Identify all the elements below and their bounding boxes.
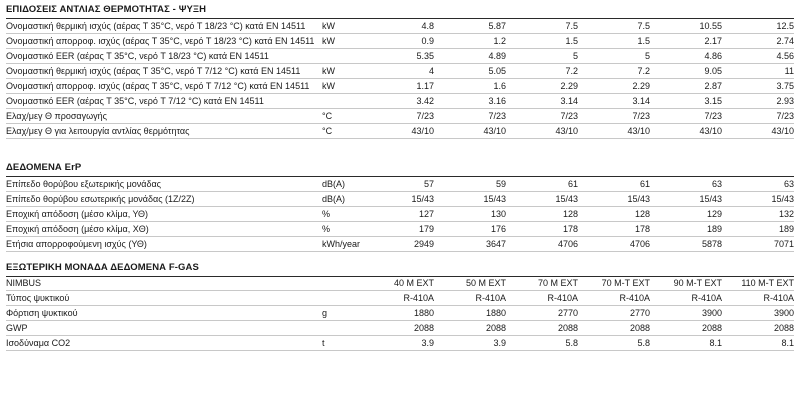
section-title: ΕΠΙΔΟΣΕΙΣ ΑΝΤΛΙΑΣ ΘΕΡΜΟΤΗΤΑΣ - ΨΥΞΗ [6, 4, 207, 15]
erp-section [6, 162, 794, 252]
fgas-rows [6, 277, 794, 351]
model-series-label: NIMBUS [6, 277, 322, 291]
row-value: 3900 [722, 306, 794, 321]
table-row [6, 321, 794, 336]
row-label: Ονομαστική θερμική ισχύς (αέρας T 35°C, νερό T 18/23 °C) κατά EN 14511 [6, 19, 322, 34]
row-value: 2088 [368, 321, 434, 336]
row-value: 15/43 [722, 192, 794, 207]
row-value: 63 [650, 177, 722, 192]
row-value: 43/10 [506, 124, 578, 139]
row-value: 3.9 [434, 336, 506, 351]
row-value: 1.5 [578, 34, 650, 49]
row-value: 1.2 [434, 34, 506, 49]
table-row [6, 19, 794, 34]
table-row [6, 237, 794, 252]
fgas-section [6, 262, 794, 351]
row-value: 3.15 [650, 94, 722, 109]
row-value: 1880 [434, 306, 506, 321]
row-value: 12.5 [722, 19, 794, 34]
row-value: 7071 [722, 237, 794, 252]
heat-pump-section [6, 4, 794, 139]
row-value: 59 [434, 177, 506, 192]
row-value: 5.05 [434, 64, 506, 79]
row-value: 1.5 [506, 34, 578, 49]
row-label: Ονομαστικό EER (αέρας T 35°C, νερό T 7/12 °C) κατά EN 14511 [6, 94, 322, 109]
row-value: 61 [506, 177, 578, 192]
model-name: 70 M EXT [506, 277, 578, 291]
row-value: 1880 [368, 306, 434, 321]
row-value: 3.14 [506, 94, 578, 109]
row-value: 0.9 [368, 34, 434, 49]
row-value: 4.56 [722, 49, 794, 64]
table-row [6, 222, 794, 237]
model-name: 40 M EXT [368, 277, 434, 291]
row-unit: g [322, 306, 368, 321]
row-value: 43/10 [650, 124, 722, 139]
row-value: 130 [434, 207, 506, 222]
row-value: 7/23 [722, 109, 794, 124]
row-value: 4 [368, 64, 434, 79]
row-value: 3.9 [368, 336, 434, 351]
row-value: 3.14 [578, 94, 650, 109]
row-value: 2.29 [578, 79, 650, 94]
row-value: R-410A [650, 291, 722, 306]
row-value: 4.89 [434, 49, 506, 64]
row-unit: kW [322, 64, 368, 79]
model-name: 110 M-T EXT [722, 277, 794, 291]
erp-table [6, 177, 794, 252]
heat-pump-rows [6, 19, 794, 139]
row-value: 5 [506, 49, 578, 64]
row-unit [322, 277, 368, 291]
model-name: 50 M EXT [434, 277, 506, 291]
row-label: Ετήσια απορροφούμενη ισχύς (ΥΘ) [6, 237, 322, 252]
fgas-table [6, 277, 794, 351]
row-value: 128 [506, 207, 578, 222]
row-unit: °C [322, 109, 368, 124]
row-unit: dB(A) [322, 192, 368, 207]
row-value: 5 [578, 49, 650, 64]
row-value: R-410A [506, 291, 578, 306]
row-label: Ονομαστικό EER (αέρας T 35°C, νερό T 18/23 °C) κατά EN 14511 [6, 49, 322, 64]
table-row [6, 109, 794, 124]
row-value: 179 [368, 222, 434, 237]
table-row [6, 49, 794, 64]
row-value: 11 [722, 64, 794, 79]
row-value: 2088 [578, 321, 650, 336]
row-value: 43/10 [722, 124, 794, 139]
row-unit: kW [322, 79, 368, 94]
row-label: Ονομαστική απορροφ. ισχύς (αέρας T 35°C, νερό T 18/23 °C) κατά EN 14511 [6, 34, 322, 49]
row-value: 8.1 [722, 336, 794, 351]
row-value: 2088 [434, 321, 506, 336]
table-row [6, 306, 794, 321]
row-unit: t [322, 336, 368, 351]
row-value: 8.1 [650, 336, 722, 351]
row-value: 2.17 [650, 34, 722, 49]
erp-rows [6, 177, 794, 252]
row-value: 7/23 [506, 109, 578, 124]
row-label: Εποχική απόδοση (μέσο κλίμα, ΥΘ) [6, 207, 322, 222]
table-row [6, 177, 794, 192]
row-value: 178 [506, 222, 578, 237]
row-value: 178 [578, 222, 650, 237]
row-unit: °C [322, 124, 368, 139]
header-row [6, 277, 794, 291]
row-value: 1.17 [368, 79, 434, 94]
row-value: 7.5 [506, 19, 578, 34]
row-value: 63 [722, 177, 794, 192]
table-row [6, 336, 794, 351]
row-value: 2088 [506, 321, 578, 336]
row-value: 4.8 [368, 19, 434, 34]
row-value: 127 [368, 207, 434, 222]
row-value: 43/10 [434, 124, 506, 139]
row-value: R-410A [722, 291, 794, 306]
section-title: ΔΕΔΟΜΕΝΑ ErP [6, 162, 82, 173]
row-unit [322, 321, 368, 336]
row-value: 128 [578, 207, 650, 222]
table-row [6, 94, 794, 109]
row-label: Ονομαστική θερμική ισχύς (αέρας T 35°C, νερό T 7/12 °C) κατά EN 14511 [6, 64, 322, 79]
row-value: 5878 [650, 237, 722, 252]
row-value: 2.93 [722, 94, 794, 109]
row-value: 5.35 [368, 49, 434, 64]
row-value: 189 [722, 222, 794, 237]
row-value: 4.86 [650, 49, 722, 64]
row-value: 3900 [650, 306, 722, 321]
model-name: 70 M-T EXT [578, 277, 650, 291]
row-value: 176 [434, 222, 506, 237]
row-value: 2088 [650, 321, 722, 336]
row-value: 2088 [722, 321, 794, 336]
row-unit: kWh/year [322, 237, 368, 252]
row-label: Τύπος ψυκτικού [6, 291, 322, 306]
row-value: 132 [722, 207, 794, 222]
row-label: Ελαχ/μεγ Θ για λειτουργία αντλίας θερμότητας [6, 124, 322, 139]
row-value: 7/23 [650, 109, 722, 124]
row-label: Επίπεδο θορύβου εσωτερικής μονάδας (1Z/2Z) [6, 192, 322, 207]
table-row [6, 124, 794, 139]
row-value: 5.8 [506, 336, 578, 351]
row-value: 43/10 [578, 124, 650, 139]
row-unit: kW [322, 34, 368, 49]
row-value: 15/43 [578, 192, 650, 207]
row-value: 2.87 [650, 79, 722, 94]
row-value: 43/10 [368, 124, 434, 139]
table-row [6, 34, 794, 49]
row-label: Ισοδύναμα CO2 [6, 336, 322, 351]
row-value: 2949 [368, 237, 434, 252]
row-value: 1.6 [434, 79, 506, 94]
row-value: 2770 [506, 306, 578, 321]
row-label: Εποχική απόδοση (μέσο κλίμα, ΧΘ) [6, 222, 322, 237]
row-value: 7/23 [434, 109, 506, 124]
row-unit: kW [322, 19, 368, 34]
row-label: Ελαχ/μεγ Θ προσαγωγής [6, 109, 322, 124]
row-unit [322, 291, 368, 306]
row-value: 189 [650, 222, 722, 237]
row-unit: dB(A) [322, 177, 368, 192]
row-value: 3.42 [368, 94, 434, 109]
row-value: 2.74 [722, 34, 794, 49]
row-value: 15/43 [650, 192, 722, 207]
row-unit [322, 49, 368, 64]
row-value: 7.2 [578, 64, 650, 79]
row-unit: % [322, 207, 368, 222]
row-label: Επίπεδο θορύβου εξωτερικής μονάδας [6, 177, 322, 192]
row-value: 3.16 [434, 94, 506, 109]
row-label: Φόρτιση ψυκτικού [6, 306, 322, 321]
heat-pump-table [6, 19, 794, 139]
table-row [6, 291, 794, 306]
row-value: 7/23 [368, 109, 434, 124]
row-value: 7.5 [578, 19, 650, 34]
row-unit [322, 94, 368, 109]
row-value: 4706 [506, 237, 578, 252]
row-label: Ονομαστική απορροφ. ισχύς (αέρας T 35°C, νερό T 7/12 °C) κατά EN 14511 [6, 79, 322, 94]
row-value: 57 [368, 177, 434, 192]
section-title: ΕΞΩΤΕΡΙΚΗ ΜΟΝΑΔΑ ΔΕΔΟΜΕΝΑ F-GAS [6, 262, 199, 273]
row-value: 3647 [434, 237, 506, 252]
row-value: 7.2 [506, 64, 578, 79]
table-row [6, 192, 794, 207]
row-value: 4706 [578, 237, 650, 252]
row-value: 5.8 [578, 336, 650, 351]
row-value: R-410A [578, 291, 650, 306]
row-value: 2.29 [506, 79, 578, 94]
table-row [6, 207, 794, 222]
row-value: R-410A [434, 291, 506, 306]
row-value: 7/23 [578, 109, 650, 124]
row-value: 15/43 [506, 192, 578, 207]
row-value: 10.55 [650, 19, 722, 34]
row-unit: % [322, 222, 368, 237]
row-value: 129 [650, 207, 722, 222]
model-name: 90 M-T EXT [650, 277, 722, 291]
table-row [6, 64, 794, 79]
row-value: 61 [578, 177, 650, 192]
row-label: GWP [6, 321, 322, 336]
table-row [6, 79, 794, 94]
row-value: 5.87 [434, 19, 506, 34]
row-value: 3.75 [722, 79, 794, 94]
row-value: R-410A [368, 291, 434, 306]
row-value: 9.05 [650, 64, 722, 79]
row-value: 2770 [578, 306, 650, 321]
row-value: 15/43 [368, 192, 434, 207]
row-value: 15/43 [434, 192, 506, 207]
